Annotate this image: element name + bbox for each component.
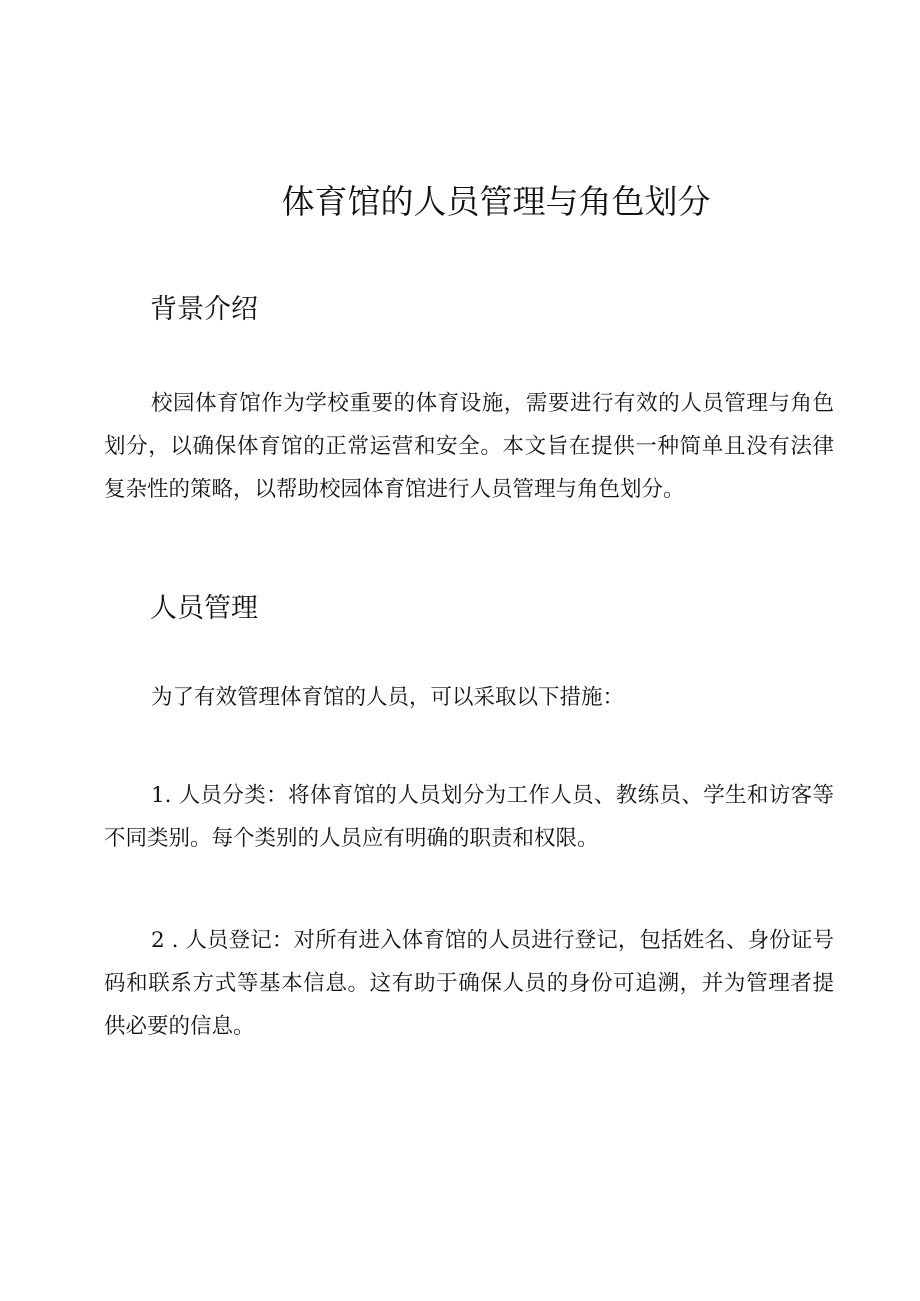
section-heading-personnel-management: 人员管理 xyxy=(150,593,258,624)
document-title: 体育馆的人员管理与角色划分 xyxy=(281,182,711,221)
personnel-intro-paragraph: 为了有效管理体育馆的人员，可以采取以下措施： xyxy=(151,685,625,710)
section-heading-background: 背景介绍 xyxy=(150,294,258,325)
background-paragraph: 校园体育馆作为学校重要的体育设施，需要进行有效的人员管理与角色划分，以确保体育馆的正常运营和安全。本文旨在提供一种简单且没有法律复杂性的策略，以帮助校园体育馆进行人员管理与角色划分。 xyxy=(104,391,834,502)
list-item-personnel-classification: 1. 人员分类：将体育馆的人员划分为工作人员、教练员、学生和访客等不同类别。每个类别的人员应有明确的职责和权限。 xyxy=(104,783,834,851)
list-item-personnel-registration: 2 . 人员登记：对所有进入体育馆的人员进行登记，包括姓名、身份证号码和联系方式等基本信息。这有助于确保人员的身份可追溯，并为管理者提供必要的信息。 xyxy=(104,928,834,1039)
